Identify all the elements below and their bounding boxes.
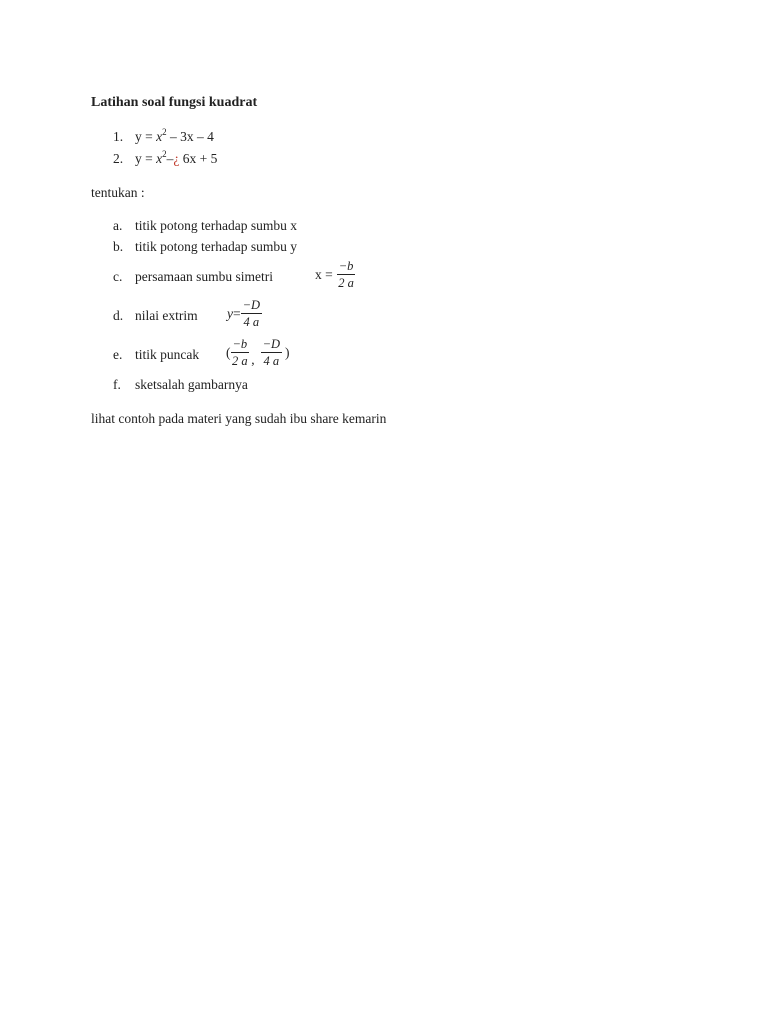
fraction-denominator: 2 a bbox=[232, 354, 248, 368]
formula-equals: = bbox=[233, 305, 241, 321]
fraction-numerator: −b bbox=[232, 337, 248, 351]
fraction-numerator: −D bbox=[262, 337, 281, 351]
extreme-value-formula bbox=[227, 298, 262, 329]
problem-equation-1 bbox=[135, 129, 214, 145]
list-marker: a. bbox=[113, 218, 123, 233]
vertex-formula bbox=[226, 337, 290, 368]
fraction bbox=[261, 337, 282, 368]
fraction-denominator: 4 a bbox=[263, 354, 280, 368]
footer-note: lihat contoh pada materi yang sudah ibu share kemarin bbox=[91, 411, 387, 426]
list-marker: d. bbox=[113, 308, 124, 323]
list-marker: e. bbox=[113, 347, 123, 362]
comma: , bbox=[251, 352, 255, 367]
document-title: Latihan soal fungsi kuadrat bbox=[91, 95, 258, 110]
open-paren: ( bbox=[226, 344, 231, 360]
equation-lhs: y = bbox=[135, 129, 157, 144]
list-marker: c. bbox=[113, 269, 123, 284]
list-marker: 2. bbox=[113, 151, 124, 166]
problem-equation-2 bbox=[135, 151, 217, 167]
fraction-numerator: −D bbox=[242, 298, 261, 312]
list-marker: 1. bbox=[113, 129, 124, 144]
fraction-denominator: 2 a bbox=[338, 276, 354, 290]
task-text: persamaan sumbu simetri bbox=[135, 269, 273, 284]
axis-of-symmetry-formula bbox=[315, 259, 355, 290]
fraction-denominator: 4 a bbox=[243, 315, 260, 329]
fraction bbox=[241, 298, 262, 329]
equation-rest: 6x + 5 bbox=[179, 151, 218, 166]
broken-glyph: ¿ bbox=[173, 151, 180, 166]
equation-variable: x bbox=[156, 151, 163, 166]
fraction-numerator: −b bbox=[338, 259, 354, 273]
close-paren: ) bbox=[285, 344, 290, 360]
task-text: titik potong terhadap sumbu y bbox=[135, 239, 297, 254]
equation-lhs: y = bbox=[135, 151, 157, 166]
equation-exponent: 2 bbox=[162, 127, 167, 137]
task-text: nilai extrim bbox=[135, 308, 198, 323]
instruction-text: tentukan : bbox=[91, 185, 145, 200]
equation-operator: – bbox=[166, 151, 174, 166]
fraction bbox=[337, 259, 356, 290]
task-text: titik puncak bbox=[135, 347, 200, 362]
task-text: sketsalah gambarnya bbox=[135, 377, 248, 392]
formula-lhs: x = bbox=[315, 266, 333, 282]
equation-exponent: 2 bbox=[162, 149, 167, 159]
list-marker: b. bbox=[113, 239, 124, 254]
equation-variable: x bbox=[156, 129, 163, 144]
list-marker: f. bbox=[113, 377, 121, 392]
fraction bbox=[231, 337, 250, 368]
equation-rest: – 3x – 4 bbox=[166, 129, 214, 144]
formula-lhs: y bbox=[227, 305, 233, 321]
task-text: titik potong terhadap sumbu x bbox=[135, 218, 297, 233]
